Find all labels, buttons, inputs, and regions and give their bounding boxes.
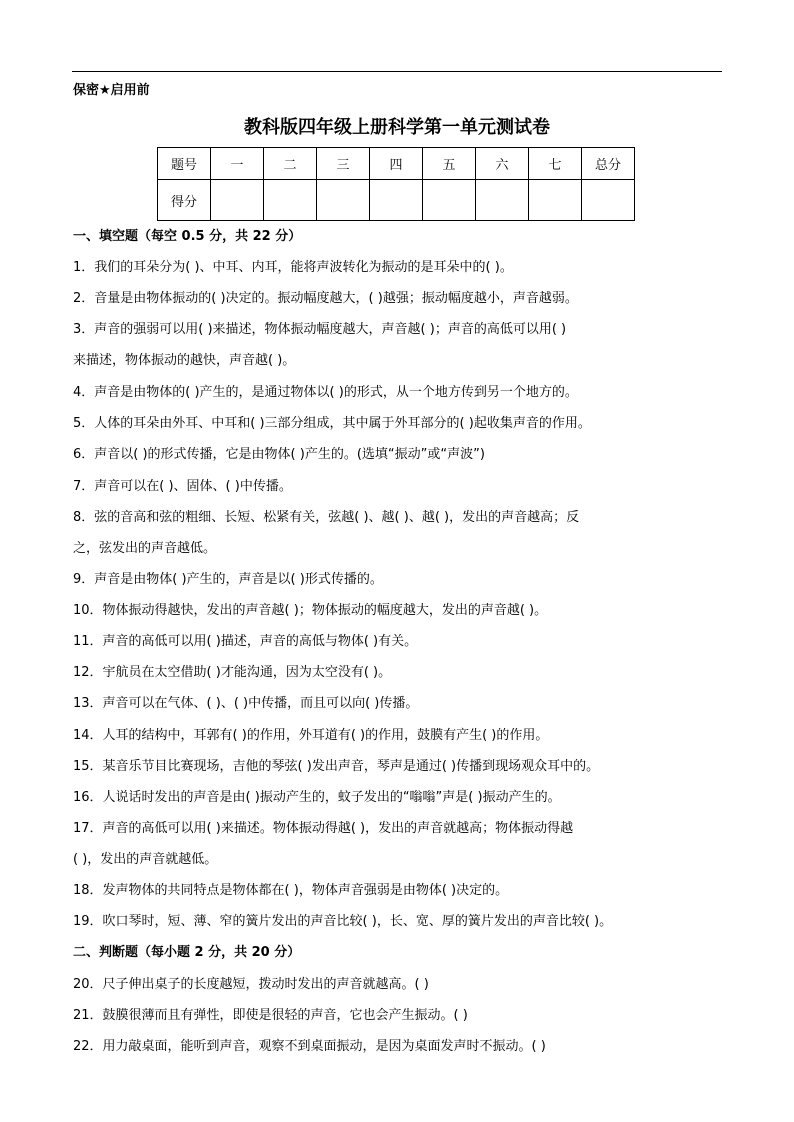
- confidential-mark: 保密★启用前: [73, 83, 150, 98]
- question-line: 6．声音以( )的形式传播，它是由物体( )产生的。(选填“振动”或“声波”): [73, 447, 485, 462]
- question-line-continued: 来描述，物体振动的越快，声音越( )。: [73, 353, 296, 368]
- header-rule: [72, 71, 722, 72]
- score-input-7: [529, 180, 582, 221]
- question-line: 12．宇航员在太空借助( )才能沟通，因为太空没有( )。: [73, 665, 392, 680]
- question-line: 22．用力敲桌面，能听到声音，观察不到桌面振动，是因为桌面发声时不振动。( ): [73, 1039, 546, 1054]
- question-line: 1．我们的耳朵分为( )、中耳、内耳，能将声波转化为振动的是耳朵中的( )。: [73, 260, 513, 275]
- question-line-continued: 之，弦发出的声音越低。: [73, 541, 217, 556]
- score-input-total: [582, 180, 635, 221]
- score-cell-2: 二: [264, 148, 317, 180]
- question-line: 3．声音的强弱可以用( )来描述，物体振动幅度越大，声音越( )；声音的高低可以用( ): [73, 322, 567, 337]
- score-table-score-row: [158, 180, 635, 221]
- question-line: 11．声音的高低可以用( )描述，声音的高低与物体( )有关。: [73, 634, 418, 649]
- question-line: 2．音量是由物体振动的( )决定的。振动幅度越大，( )越强；振动幅度越小，声音越弱。: [73, 291, 578, 306]
- score-table-header-row: [158, 148, 635, 180]
- section-heading-true-false: 二、判断题（每小题 2 分，共 20 分）: [73, 945, 301, 960]
- score-cell-5: 五: [423, 148, 476, 180]
- question-line: 15．某音乐节目比赛现场，吉他的琴弦( )发出声音，琴声是通过( )传播到现场观众耳中的。: [73, 759, 600, 774]
- score-cell-7: 七: [529, 148, 582, 180]
- score-cell-4: 四: [370, 148, 423, 180]
- question-line: 7．声音可以在( )、固体、( )中传播。: [73, 479, 292, 494]
- score-row-label: 得分: [158, 180, 211, 221]
- question-line: 16．人说话时发出的声音是由( )振动产生的，蚊子发出的“嗡嗡”声是( )振动产生的。: [73, 790, 561, 805]
- question-line: 10．物体振动得越快，发出的声音越( )；物体振动的幅度越大，发出的声音越( )。: [73, 603, 548, 618]
- question-line: 18．发声物体的共同特点是物体都在( )，物体声音强弱是由物体( )决定的。: [73, 883, 509, 898]
- question-line: 21．鼓膜很薄而且有弹性，即使是很轻的声音，它也会产生振动。( ): [73, 1008, 468, 1023]
- question-line: 9．声音是由物体( )产生的，声音是以( )形式传播的。: [73, 572, 383, 587]
- question-line: 17．声音的高低可以用( )来描述。物体振动得越( )，发出的声音就越高；物体振动得越: [73, 821, 574, 836]
- question-line: 5．人体的耳朵由外耳、中耳和( )三部分组成，其中属于外耳部分的( )起收集声音的作用。: [73, 416, 591, 431]
- score-cell-6: 六: [476, 148, 529, 180]
- score-input-3: [317, 180, 370, 221]
- score-cell-label: 题号: [158, 148, 211, 180]
- question-line: 4．声音是由物体的( )产生的，是通过物体以( )的形式，从一个地方传到另一个地方的。: [73, 385, 578, 400]
- score-input-2: [264, 180, 317, 221]
- question-line: 8．弦的音高和弦的粗细、长短、松紧有关，弦越( )、越( )、越( )，发出的声音越高；反: [73, 510, 580, 525]
- score-cell-total: 总分: [582, 148, 635, 180]
- question-line: 20．尺子伸出桌子的长度越短，拨动时发出的声音就越高。( ): [73, 977, 429, 992]
- score-input-4: [370, 180, 423, 221]
- score-cell-1: 一: [211, 148, 264, 180]
- score-table: [157, 147, 635, 221]
- section-heading-fill-in: 一、填空题（每空 0.5 分，共 22 分）: [73, 229, 302, 244]
- question-line: 19．吹口琴时，短、薄、窄的簧片发出的声音比较( )，长、宽、厚的簧片发出的声音比较( )。: [73, 914, 613, 929]
- question-line: 14．人耳的结构中，耳郭有( )的作用，外耳道有( )的作用，鼓膜有产生( )的作用。: [73, 728, 549, 743]
- question-line: 13．声音可以在气体、( )、( )中传播，而且可以向( )传播。: [73, 696, 419, 711]
- page-title: 教科版四年级上册科学第一单元测试卷: [244, 117, 550, 138]
- score-cell-3: 三: [317, 148, 370, 180]
- question-line-continued: ( )，发出的声音就越低。: [73, 852, 218, 867]
- score-input-1: [211, 180, 264, 221]
- score-input-5: [423, 180, 476, 221]
- score-input-6: [476, 180, 529, 221]
